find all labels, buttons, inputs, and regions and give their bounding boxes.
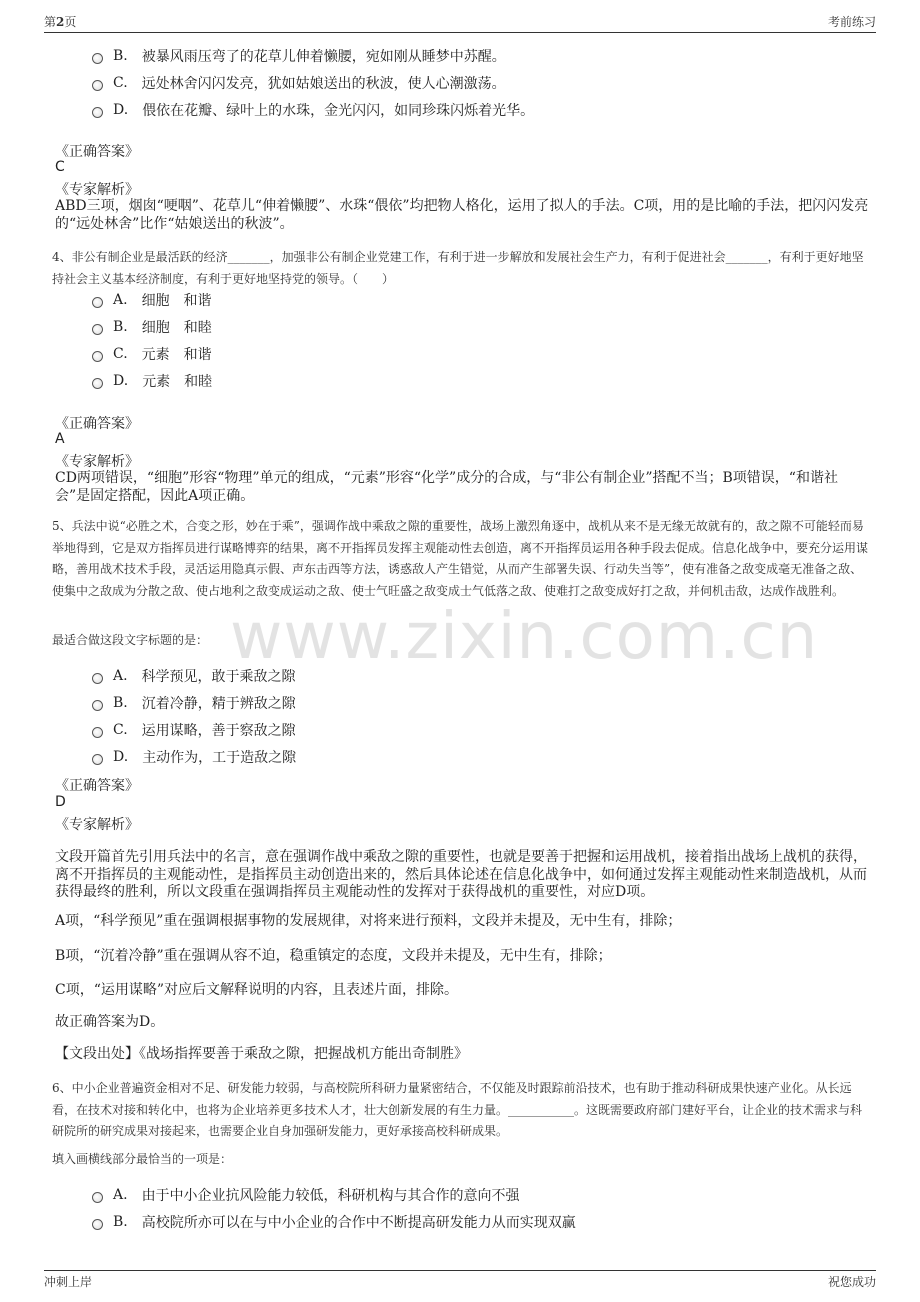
footer-left: 冲刺上岸 bbox=[44, 1275, 93, 1289]
q5-analysis-b: B项，“沉着冷静”重在强调从容不迫，稳重镇定的态度，文段并未提及，无中生有，排除； bbox=[55, 948, 612, 964]
page-header bbox=[44, 10, 876, 33]
radio-icon[interactable] bbox=[92, 53, 103, 64]
q6-prompt: 填入画横线部分最恰当的一项是： bbox=[52, 1152, 233, 1166]
radio-icon[interactable] bbox=[92, 673, 103, 684]
q4-stem: 4、非公有制企业是最活跃的经济_______，加强非公有制企业党建工作，有利于进一步解放和发展社会生产力，有利于促进社会_______，有利于更好地坚持社会主义基本经济制度，有利于更好地坚持党的领导。（ ） bbox=[52, 250, 864, 286]
q6-stem: 6、中小企业普遍资金相对不足、研发能力较弱，与高校院所科研力量紧密结合，不仅能及时跟踪前沿技术，也有助于推动科研成果快速产业化。从长远看，在技术对接和转化中，也将为企业培养更多技术人才，壮大创新发展的有生力量。___________。这既需要政府部门建好平台，让企业的技术需求与科研院所的研究成果对接起来，也需要企业自身加强研发能力，更好承接高校科研成果。 bbox=[52, 1081, 863, 1138]
q5-option-c[interactable]: C. 运用谋略，善于察敌之隙 bbox=[92, 720, 296, 740]
page-footer bbox=[44, 1270, 876, 1293]
radio-icon[interactable] bbox=[92, 107, 103, 118]
header-title: 考前练习 bbox=[827, 15, 876, 29]
q4-answer-label: 《正确答案》 bbox=[55, 416, 139, 432]
q4-option-a[interactable]: A. 细胞 和谐 bbox=[92, 290, 212, 310]
radio-icon[interactable] bbox=[92, 700, 103, 711]
q4-answer: A bbox=[55, 431, 65, 447]
q4-analysis-label: 《专家解析》 bbox=[55, 454, 139, 470]
q5-stem: 5、兵法中说“必胜之术，合变之形，妙在于乘”，强调作战中乘敌之隙的重要性，战场上激烈角逐中，战机从来不是无缘无故就有的，敌之隙不可能轻而易举地得到，它是双方指挥员进行谋略博弈的结果，离不开指挥员发挥主观能动性去创造，离不开指挥员运用各种手段去促成。信息化战争中，要充分运用谋略，善用战术技术手段，灵活运用隐真示假、声东击西等方法，诱惑敌人产生错觉，从而产生部署失误、行动失当等”，使有准备之敌变成毫无准备之敌、使集中之敌成为分散之敌、使占地利之敌变成运动之敌、使士气旺盛之敌变成士气低落之敌、使难打之敌变成好打之敌，并伺机击敌，达成作战胜利。 bbox=[52, 519, 869, 598]
q4-analysis: CD两项错误，“细胞”形容“物理”单元的组成，“元素”形容“化学”成分的合成，与“非公有制企业”搭配不当；B项错误，“和谐社会”是固定搭配，因此A项正确。 bbox=[55, 470, 838, 504]
watermark: www.zixin.com.cn bbox=[230, 600, 819, 674]
q5-prompt: 最适合做这段文字标题的是： bbox=[52, 633, 209, 647]
radio-icon[interactable] bbox=[92, 754, 103, 765]
q5-answer-label: 《正确答案》 bbox=[55, 778, 139, 794]
q5-analysis-main: 文段开篇首先引用兵法中的名言，意在强调作战中乘敌之隙的重要性，也就是要善于把握和运用战机，接着指出战场上战机的获得，离不开指挥员的主观能动性，是指挥员主动创造出来的，然后具体论述在信息化战争中，如何通过发挥主观能动性来制造战机，从而获得最终的胜利，所以文段重在强调指挥员主观能动性的发挥对于获得战机的重要性，对应D项。 bbox=[55, 849, 867, 900]
q5-option-d[interactable]: D. 主动作为，工于造敌之隙 bbox=[92, 747, 296, 767]
radio-icon[interactable] bbox=[92, 80, 103, 91]
q4-option-b[interactable]: B. 细胞 和睦 bbox=[92, 317, 212, 337]
radio-icon[interactable] bbox=[92, 324, 103, 335]
q5-analysis-label: 《专家解析》 bbox=[55, 817, 139, 833]
q5-answer: D bbox=[55, 794, 66, 810]
q6-option-a[interactable]: A. 由于中小企业抗风险能力较低，科研机构与其合作的意向不强 bbox=[92, 1185, 520, 1205]
q3-answer-label: 《正确答案》 bbox=[55, 144, 139, 160]
page-number: 第2页 bbox=[44, 15, 77, 29]
q5-analysis-a: A项，“科学预见”重在强调根据事物的发展规律，对将来进行预料，文段并未提及，无中生有，排除； bbox=[55, 913, 682, 929]
q3-option-d[interactable]: D. 偎依在花瓣、绿叶上的水珠，金光闪闪，如同珍珠闪烁着光华。 bbox=[92, 100, 534, 120]
q5-option-a[interactable]: A. 科学预见，敢于乘敌之隙 bbox=[92, 666, 296, 686]
q5-source: 【文段出处】《战场指挥要善于乘敌之隙，把握战机方能出奇制胜》 bbox=[55, 1046, 468, 1062]
radio-icon[interactable] bbox=[92, 1219, 103, 1230]
radio-icon[interactable] bbox=[92, 378, 103, 389]
q3-answer: C bbox=[55, 159, 65, 175]
q3-analysis-label: 《专家解析》 bbox=[55, 182, 139, 198]
q3-option-b[interactable]: B. 被暴风雨压弯了的花草儿伸着懒腰，宛如刚从睡梦中苏醒。 bbox=[92, 46, 506, 66]
radio-icon[interactable] bbox=[92, 727, 103, 738]
q5-analysis-c: C项，“运用谋略”对应后文解释说明的内容，且表述片面，排除。 bbox=[55, 982, 459, 998]
q5-analysis-conclusion: 故正确答案为D。 bbox=[55, 1014, 165, 1030]
q6-option-b[interactable]: B. 高校院所亦可以在与中小企业的合作中不断提高研发能力从而实现双赢 bbox=[92, 1212, 576, 1232]
q4-option-d[interactable]: D. 元素 和睦 bbox=[92, 371, 212, 391]
q4-option-c[interactable]: C. 元素 和谐 bbox=[92, 344, 212, 364]
q3-option-c[interactable]: C. 远处林舍闪闪发亮，犹如姑娘送出的秋波，使人心潮激荡。 bbox=[92, 73, 506, 93]
radio-icon[interactable] bbox=[92, 1192, 103, 1203]
radio-icon[interactable] bbox=[92, 351, 103, 362]
q3-analysis: ABD三项，烟囱“哽咽”、花草儿“伸着懒腰”、水珠“偎依”均把物人格化，运用了拟人的手法。C项，用的是比喻的手法，把闪闪发亮的“远处林舍”比作“姑娘送出的秋波”。 bbox=[55, 198, 869, 232]
footer-right: 祝您成功 bbox=[827, 1275, 876, 1289]
q5-option-b[interactable]: B. 沉着冷静，精于辨敌之隙 bbox=[92, 693, 296, 713]
radio-icon[interactable] bbox=[92, 297, 103, 308]
